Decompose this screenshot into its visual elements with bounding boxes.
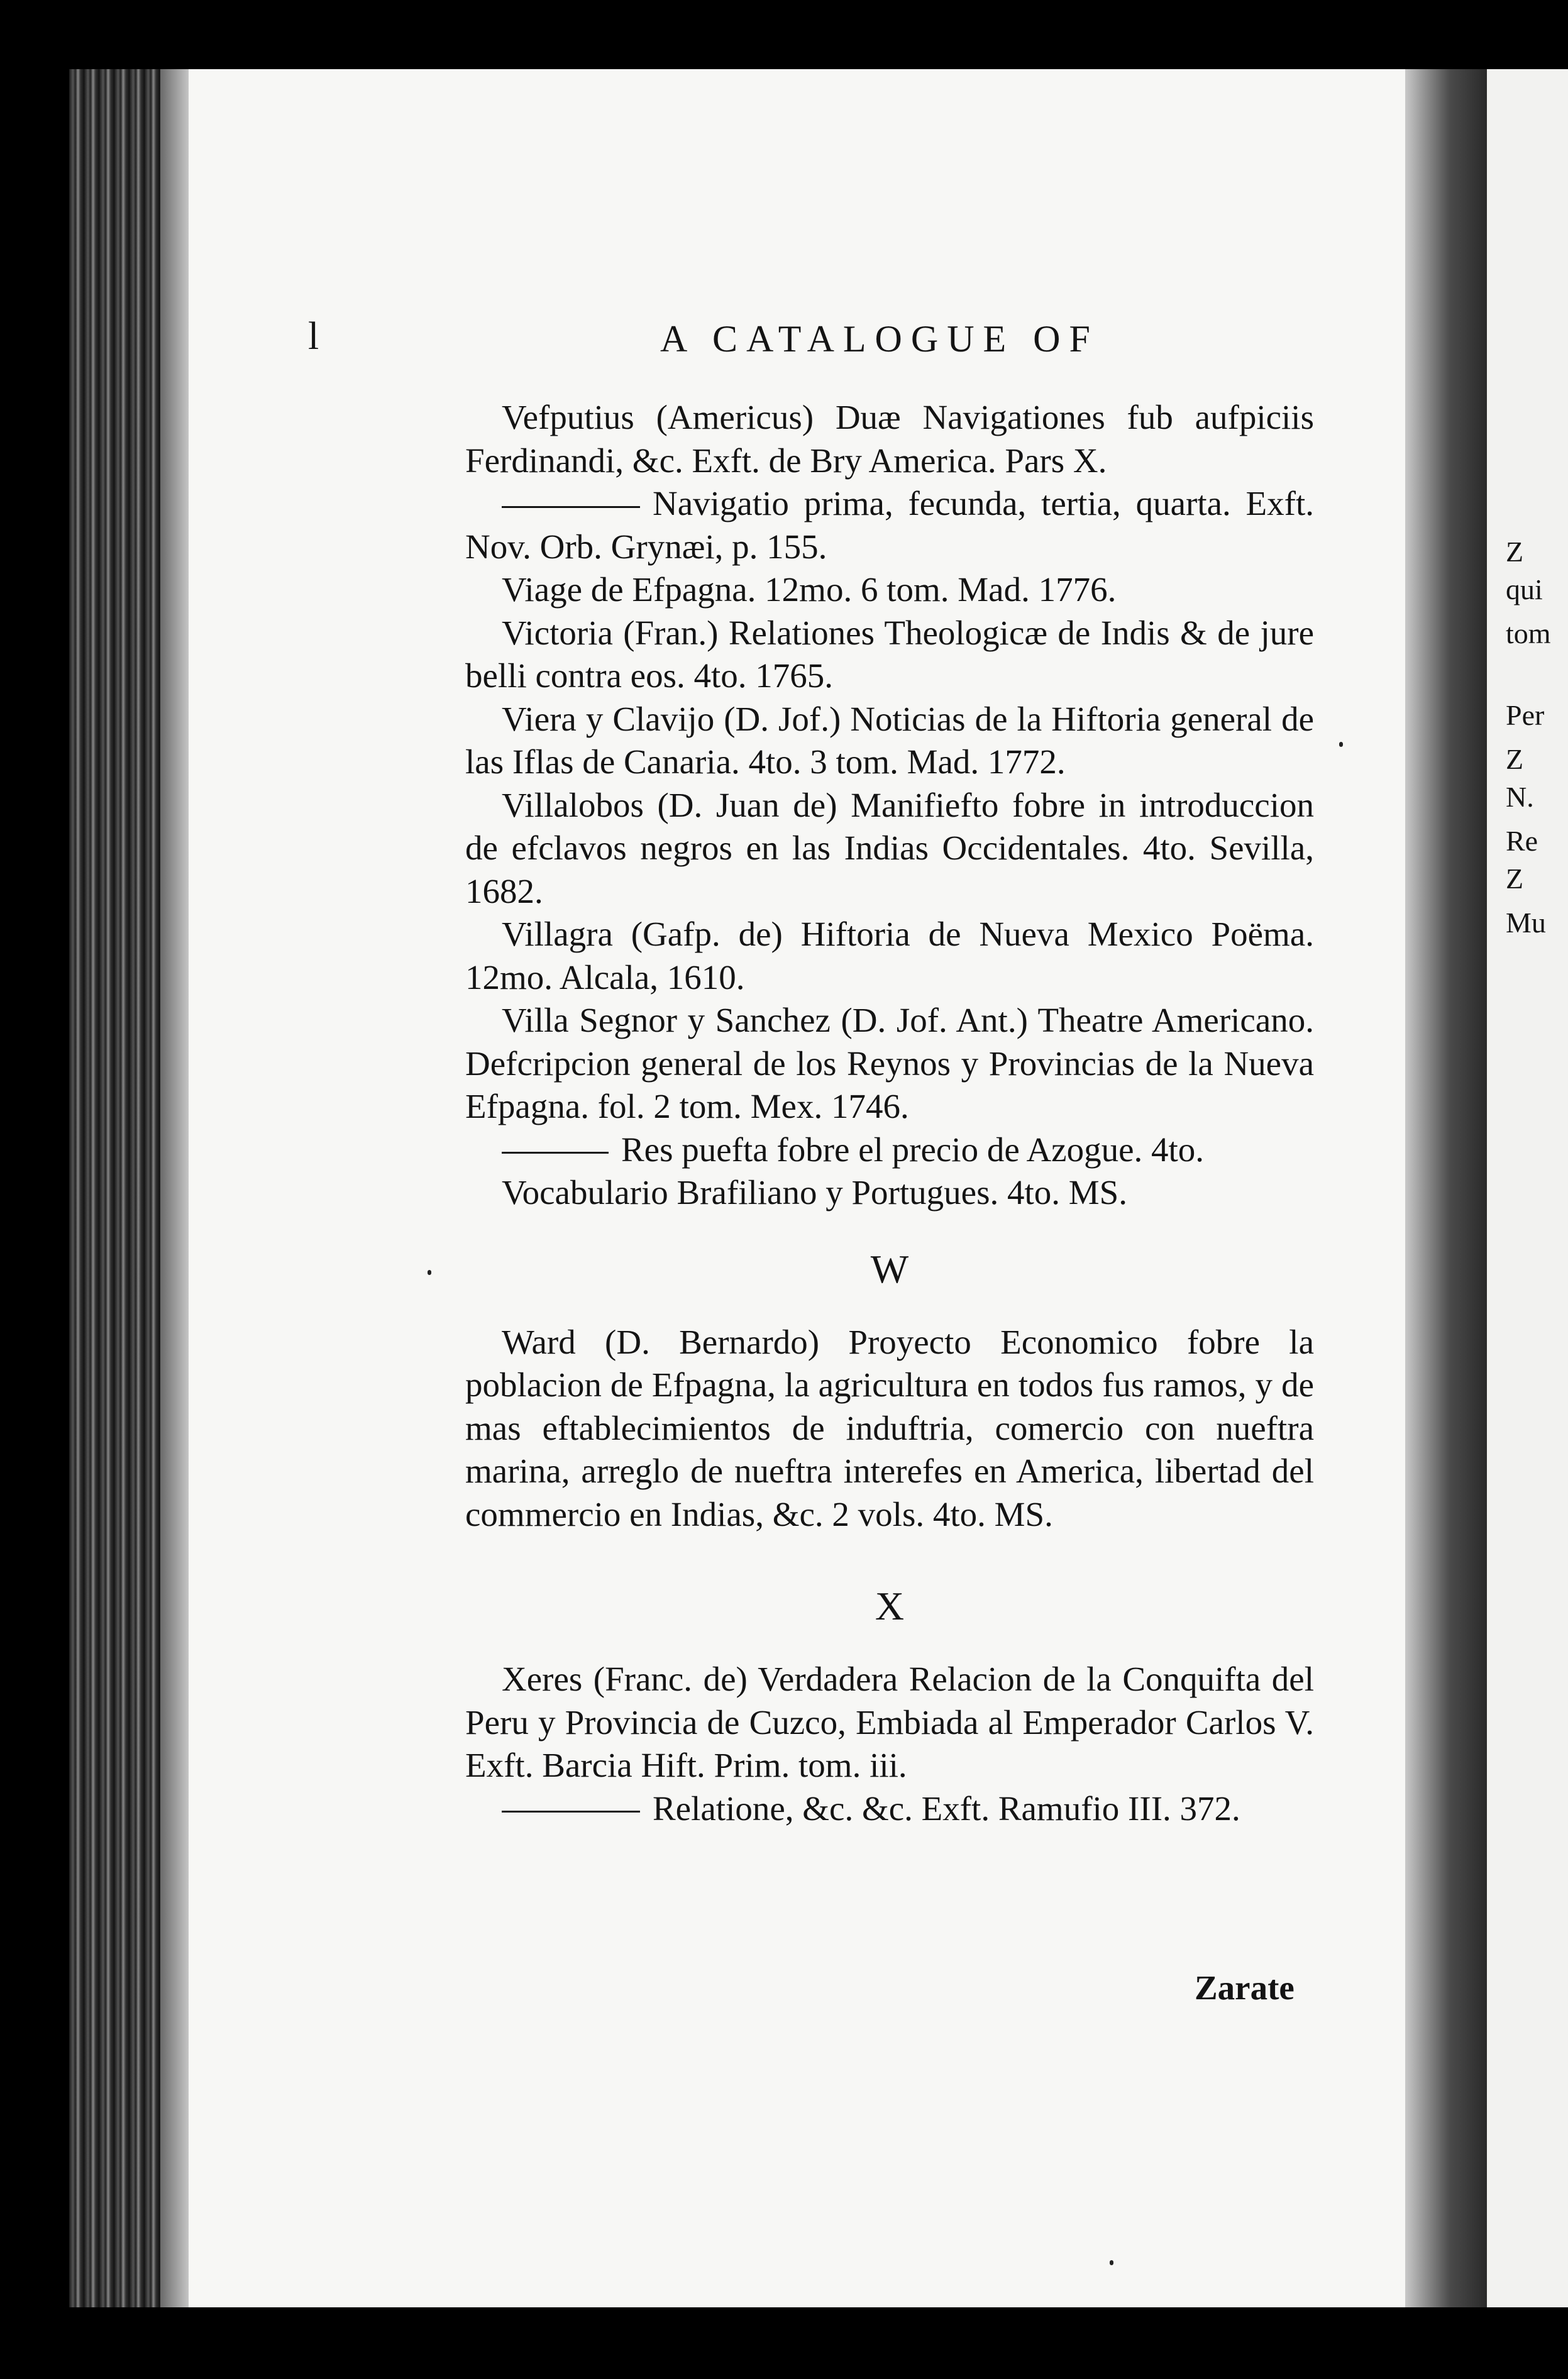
catalogue-entry: Vocabulario Brafiliano y Portugues. 4to. MS. xyxy=(502,1173,1127,1212)
catalogue-entry: Villa Segnor y Sanchez (D. Jof. Ant.) Theatre Americano. Defcripcion general de los Reynos y Provincias de la Nueva Efpagna. fol. 2 tom. Mex. 1746. xyxy=(465,1001,1314,1125)
section-letter-w: W xyxy=(870,1246,909,1291)
catalogue-entry: Villalobos (D. Juan de) Manifiefto fobre in introduccion de efclavos negros en las Indias Occidentales. 4to. Sevilla, 1682. xyxy=(465,785,1314,910)
ditto-rule xyxy=(502,1152,609,1154)
facing-page-fragment: Per xyxy=(1506,699,1545,731)
facing-page-fragment: Z xyxy=(1506,536,1524,568)
ink-speck xyxy=(1339,742,1343,747)
facing-page-fragment: Z xyxy=(1506,743,1524,775)
catalogue-entry: Ward (D. Bernardo) Proyecto Economico fobre la poblacion de Efpagna, la agricultura en todos fus ramos, y de mas eftablecimientos de induftria, comercio con nueftra marina, arreglo de nueftra interefes en America, libertad del commercio en Indias, &c. 2 vols. 4to. MS. xyxy=(465,1322,1314,1533)
facing-page-fragment: Mu xyxy=(1506,907,1546,939)
entries-v xyxy=(465,396,1314,1215)
catalogue-content xyxy=(465,396,1314,1830)
section-letter-x: X xyxy=(875,1584,905,1628)
entries-x xyxy=(465,1658,1314,1830)
facing-page-fragment: N. xyxy=(1506,781,1534,813)
ink-speck xyxy=(1110,2260,1113,2265)
facing-page-fragment: Z xyxy=(1506,863,1524,895)
ditto-rule xyxy=(502,1811,640,1813)
page-mark: l xyxy=(308,315,319,358)
catalogue-entry: Vefputius (Americus) Duæ Navigationes fub aufpiciis Ferdinandi, &c. Exft. de Bry America. Pars X. xyxy=(465,398,1314,480)
ink-speck xyxy=(428,1270,431,1275)
catalogue-entry: Victoria (Fran.) Relationes Theologicæ de Indis & de jure belli contra eos. 4to. 1765. xyxy=(465,613,1314,695)
entries-w xyxy=(465,1321,1314,1537)
catalogue-entry: Viera y Clavijo (D. Jof.) Noticias de la Hiftoria general de las Iflas de Canaria. 4to. 3 tom. Mad. 1772. xyxy=(465,699,1314,781)
gutter-shadow xyxy=(1405,69,1487,2307)
ditto-entry: Navigatio prima, fecunda, tertia, quarta. Exft. Nov. Orb. Grynæi, p. 155. xyxy=(465,484,1314,566)
running-head: A CATALOGUE OF xyxy=(660,318,1099,360)
catalogue-entry: Villagra (Gafp. de) Hiftoria de Nueva Mexico Poëma. 12mo. Alcala, 1610. xyxy=(465,915,1314,996)
facing-page-fragment: Re xyxy=(1506,825,1538,857)
ditto-entry: Res puefta fobre el precio de Azogue. 4to. xyxy=(465,1129,1314,1172)
catchword: Zarate xyxy=(1195,1968,1295,2007)
facing-page-edge xyxy=(1487,69,1568,2307)
facing-page-fragment: qui xyxy=(1506,573,1543,605)
catalogue-entry: Viage de Efpagna. 12mo. 6 tom. Mad. 1776. xyxy=(502,570,1117,609)
ditto-rule xyxy=(502,506,640,508)
catalogue-entry: Xeres (Franc. de) Verdadera Relacion de la Conquifta del Peru y Provincia de Cuzco, Embiada al Emperador Carlos V. Exft. Barcia Hift. Prim. tom. iii. xyxy=(465,1660,1314,1784)
ditto-entry: Relatione, &c. &c. Exft. Ramufio III. 372. xyxy=(465,1787,1314,1831)
facing-page-fragment: tom xyxy=(1506,617,1551,649)
